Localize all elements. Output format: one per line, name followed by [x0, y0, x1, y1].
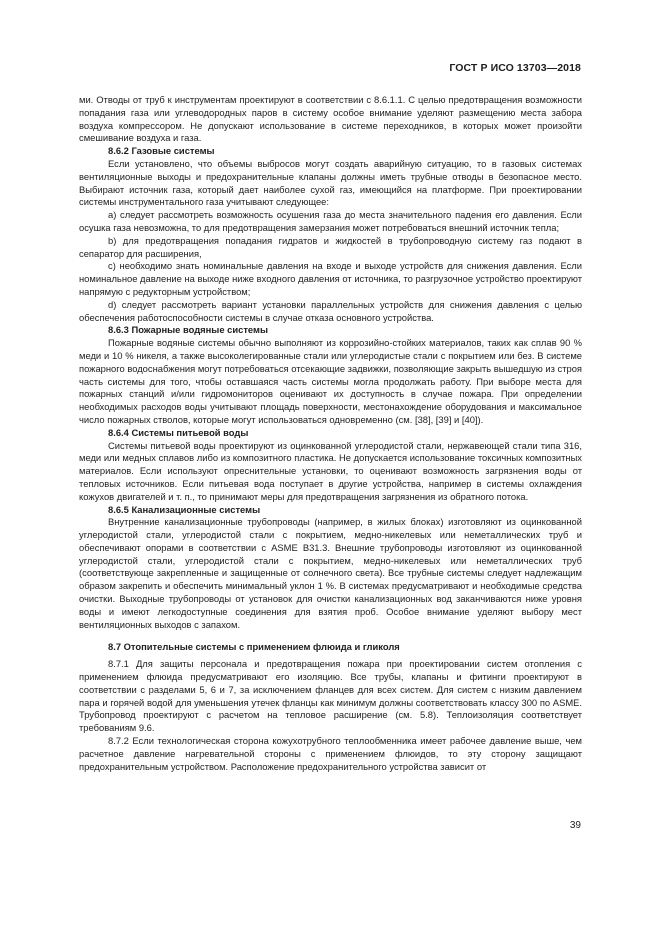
paragraph: Если установлено, что объемы выбросов могут создать аварийную ситуацию, то в газовых системах вентиляционные выходы и предохранительные клапаны должны иметь трубные отводы в безопасное место. Выбирают источник газа, который дает наиболее сухой газ, имеющийся на платформе. При проектировании системы инструментального газа учитывают следующее:	[79, 157, 582, 208]
section-heading-8-6-5: 8.6.5 Канализационные системы	[108, 503, 261, 515]
list-item-b: b) для предотвращения попадания гидратов и жидкостей в трубопроводную систему газ подают в сепаратор для расширения,	[79, 234, 582, 259]
paragraph: Системы питьевой воды проектируют из оцинкованной углеродистой стали, нержавеющей стали типа 316, меди или медных сплавов либо из композитного пластика. Не допускается использование токсичных композитных материалов. Если используют опреснительные установки, то оценивают возможность загрязнения воды от тепловых источников. Если питьевая вода поступает в другие устройства, например в системы охлаждения кожухов двигателей и т. п., то принимают меры для предотвращения загрязнения из обратного потока.	[79, 439, 582, 502]
paragraph: 8.7.2 Если технологическая сторона кожухотрубного теплообменника имеет рабочее давление выше, чем расчетное давление нагревательной стороны с применением флюидов, то эту сторону защищают предохранительным устройством. Расположение предохранительного устройства зависит от	[79, 735, 582, 772]
paragraph-continuation: ми. Отводы от труб к инструментам проектируют в соответствии с 8.6.1.1. С целью предотвращения возможности попадания газа или углеводородных паров в систему особое внимание уделяют размещению места забора воздуха компрессором. Не допускают использование в системе переходников, в которых может произойти смешивание воздуха и газа.	[79, 94, 582, 144]
list-item-d: d) следует рассмотреть вариант установки параллельных устройств для снижения давления с целью обеспечения работоспособности системы в случае отказа основного устройства.	[79, 298, 582, 323]
paragraph: Внутренние канализационные трубопроводы (например, в жилых блоках) изготовляют из оцинкованной углеродистой стали, углеродистой стали с покрытием, медно-никелевых или неметаллических труб и обеспечивают опорами в соответствии с ASME В31.3. Внешние трубопроводы изготовляют из оцинкованной углеродистой стали, углеродистой стали с покрытием, медно-никелевых или неметаллических труб (соответствующе закрепленные и защищенные от солнечного света). Все трубные системы следует надлежащим образом закрепить и обеспечить минимальный уклон 1 %. В системах предусматривают и необходимые средства очистки. Выходные трубопроводы от установок для очистки канализационных вод заканчиваются ниже уровня воды и имеют легкодоступные соединения для взятия проб. Особое внимание уделяют выбору мест вентиляционных выходов с запахом.	[79, 516, 582, 630]
paragraph: 8.7.1 Для защиты персонала и предотвращения пожара при проектировании систем отопления с применением флюида предусматривают его изоляцию. Все трубы, клапаны и фитинги проектируют в соответствии с разделами 5, 6 и 7, за исключением фланцев для всех систем. Для систем с низким давлением пара и горячей водой для уменьшения утечек фланцы как минимум должны соответствовать классу 300 по ASME. Трубопровод проектируют с расчетом на тепловое расширение (см. 5.8). Теплоизоляция соответствует требованиям 9.6.	[79, 658, 582, 734]
paragraph: Пожарные водяные системы обычно выполняют из коррозийно-стойких материалов, таких как сплав 90 % меди и 10 % никеля, а также высоколегированные стали или углеродистые стали с покрытием или без. В системе пожарного водоснабжения могут потребоваться отсекающие задвижки, позволяющие закрыть вышедшую из строя часть системы для того, чтобы оставшаяся часть системы могла продолжать работу. При выборе места для пожарных станций и/или гидромониторов оценивают их доступность в случае пожара. При определении необходимых расходов воды учитывают площадь поверхности, местонахождение оборудования и максимальное число пожарных стволов, которые могут использоваться одновременно (см. [38], [39] и [40]).	[79, 337, 582, 425]
list-item-a: a) следует рассмотреть возможность осушения газа до места значительного падения его давления. Если осушка газа невозможна, то для предотвращения замерзания может потребоваться внешний источник тепла;	[79, 209, 582, 233]
section-heading-8-6-4: 8.6.4 Системы питьевой воды	[108, 426, 249, 438]
page-number: 39	[569, 820, 581, 831]
section-heading-8-7: 8.7 Отопительные системы с применением флюида и гликоля	[108, 641, 400, 653]
section-heading-8-6-3: 8.6.3 Пожарные водяные системы	[108, 324, 268, 336]
document-header: ГОСТ Р ИСО 13703—2018	[449, 62, 581, 74]
section-heading-8-6-2: 8.6.2 Газовые системы	[108, 145, 215, 157]
document-body	[79, 94, 582, 773]
list-item-c: c) необходимо знать номинальные давления на входе и выходе устройств для снижения давления. Если номинальное давление на выходе ниже входного давления от источника, то разгрузочное устройство проектируют напрямую с редукторным устройством;	[79, 260, 582, 297]
